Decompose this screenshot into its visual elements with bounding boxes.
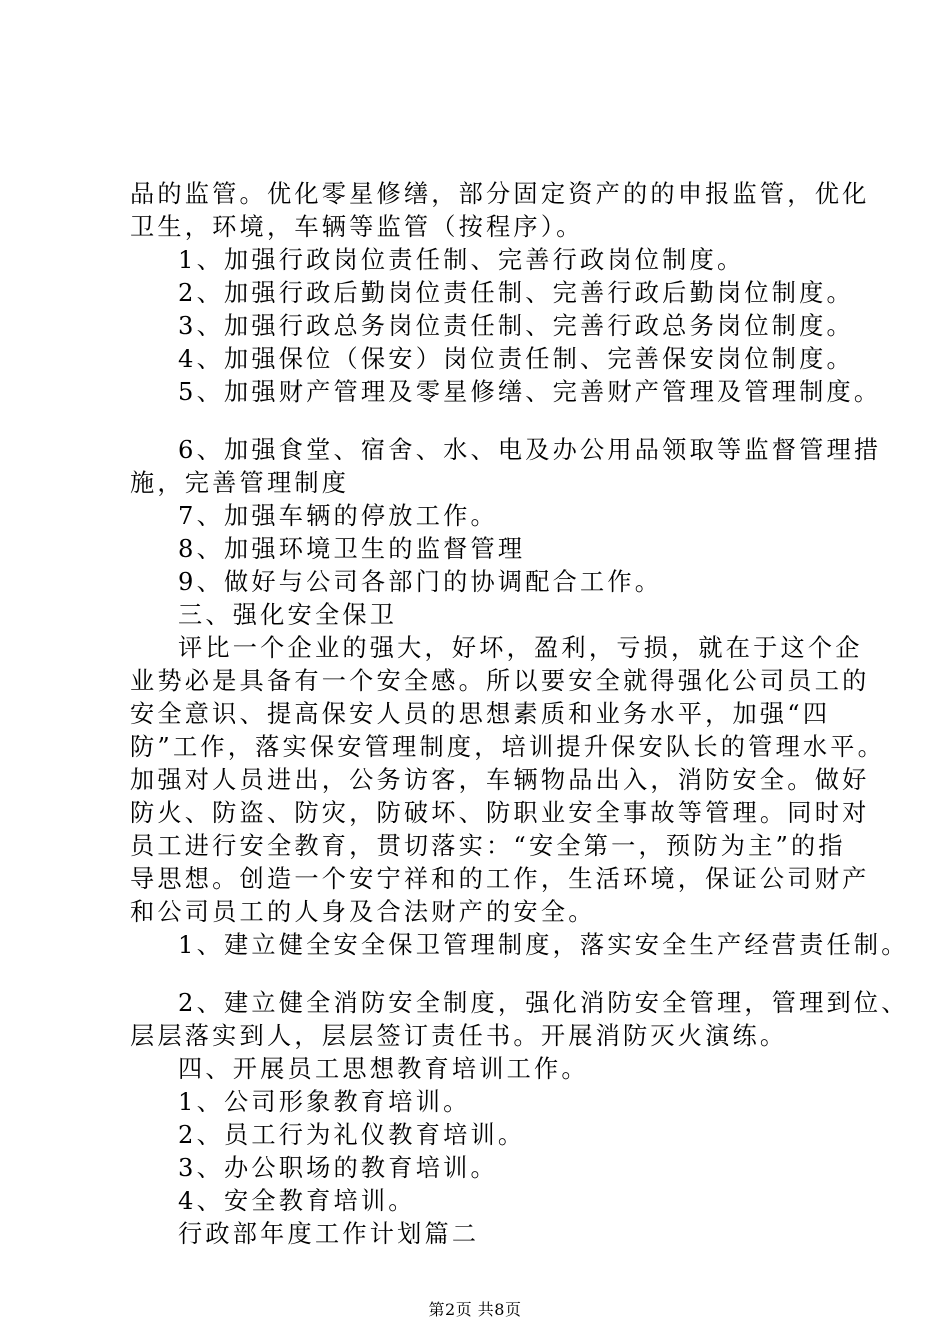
- body-text-line: 业势必是具备有一个安全感。所以要安全就得强化公司员工的: [130, 667, 870, 695]
- body-text-line: 安全意识、提高保安人员的思想素质和业务水平，加强“四: [130, 700, 831, 728]
- list-item: 4、安全教育培训。: [178, 1187, 416, 1215]
- body-text-line: 和公司员工的人身及合法财产的安全。: [130, 898, 596, 926]
- body-text-line: 施，完善管理制度: [130, 469, 350, 497]
- body-text-line: 品的监管。优化零星修缮，部分固定资产的的申报监管，优化: [130, 180, 870, 208]
- list-item: 2、建立健全消防安全制度，强化消防安全管理，管理到位、: [178, 989, 909, 1017]
- list-item: 6、加强食堂、宿舍、水、电及办公用品领取等监督管理措: [178, 436, 882, 464]
- list-item: 2、加强行政后勤岗位责任制、完善行政后勤岗位制度。: [178, 279, 854, 307]
- body-text-line: 卫生，环境，车辆等监管（按程序）。: [130, 213, 584, 241]
- list-item: 7、加强车辆的停放工作。: [178, 502, 498, 530]
- list-item: 9、做好与公司各部门的协调配合工作。: [178, 568, 663, 596]
- list-item: 2、员工行为礼仪教育培训。: [178, 1121, 526, 1149]
- body-text-line: 层层落实到人，层层签订责任书。开展消防灭火演练。: [130, 1022, 788, 1050]
- section-heading: 四、开展员工思想教育培训工作。: [178, 1055, 589, 1083]
- body-text-line: 防火、防盗、防灾，防破坏、防职业安全事故等管理。同时对: [130, 799, 870, 827]
- list-item: 8、加强环境卫生的监督管理: [178, 535, 526, 563]
- body-text-line: 防”工作，落实保安管理制度，培训提升保安队长的管理水平。: [130, 733, 886, 761]
- page-number-footer: 第2页 共8页: [428, 1300, 522, 1319]
- list-item: 3、加强行政总务岗位责任制、完善行政总务岗位制度。: [178, 312, 854, 340]
- list-item: 5、加强财产管理及零星修缮、完善财产管理及管理制度。: [178, 378, 882, 406]
- list-item: 3、办公职场的教育培训。: [178, 1154, 498, 1182]
- section-heading: 三、强化安全保卫: [178, 601, 398, 629]
- body-text-line: 导思想。创造一个安宁祥和的工作，生活环境，保证公司财产: [130, 865, 870, 893]
- list-item: 1、加强行政岗位责任制、完善行政岗位制度。: [178, 246, 745, 274]
- body-text-line: 评比一个企业的强大，好坏，盈利，亏损，就在于这个企: [178, 634, 863, 662]
- list-item: 1、公司形象教育培训。: [178, 1088, 471, 1116]
- list-item: 1、建立健全安全保卫管理制度，落实安全生产经营责任制。: [178, 931, 909, 959]
- next-section-title: 行政部年度工作计划篇二: [178, 1220, 480, 1248]
- list-item: 4、加强保位（保安）岗位责任制、完善保安岗位制度。: [178, 345, 854, 373]
- body-text-line: 加强对人员进出，公务访客，车辆物品出入，消防安全。做好: [130, 766, 870, 794]
- body-text-line: 员工进行安全教育，贯切落实：“安全第一，预防为主”的指: [130, 832, 846, 860]
